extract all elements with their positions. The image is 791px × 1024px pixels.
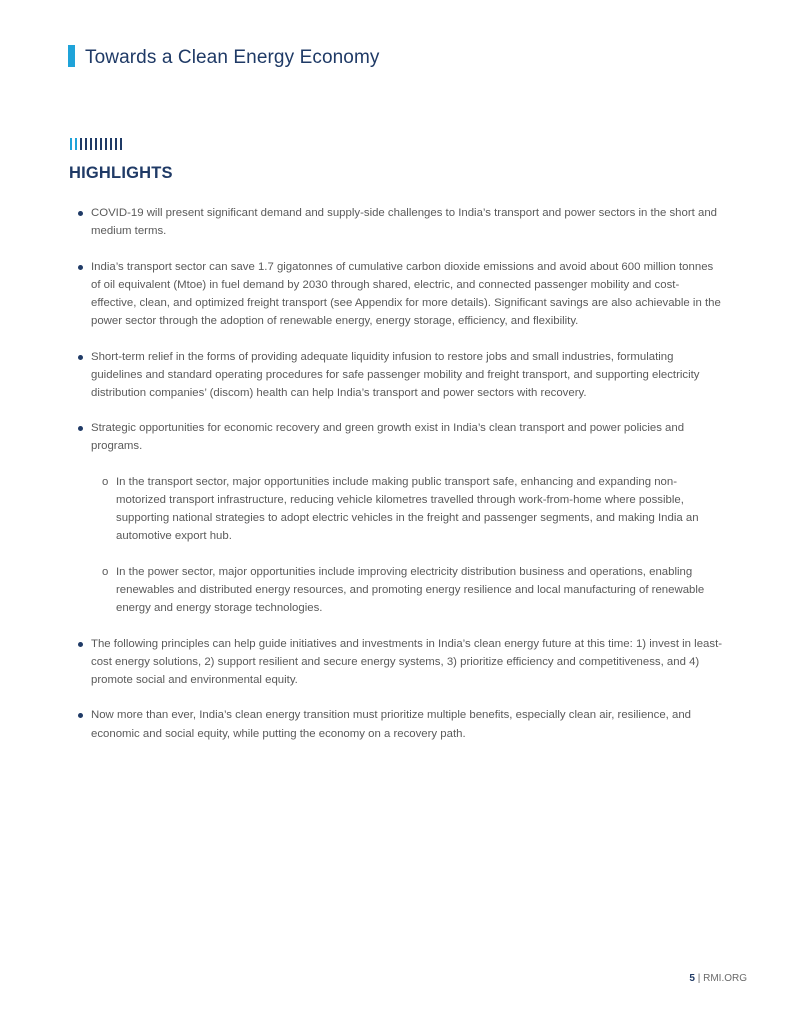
tick-mark <box>70 138 72 150</box>
tick-mark <box>85 138 87 150</box>
tick-mark <box>95 138 97 150</box>
list-item-text: COVID-19 will present significant demand and supply-side challenges to India’s transport and power sectors in the short and medium terms. <box>91 207 717 238</box>
page-number: 5 <box>689 973 695 984</box>
list-item <box>76 419 724 455</box>
tick-mark <box>110 138 112 150</box>
tick-mark <box>120 138 122 150</box>
sub-list-item-text: In the transport sector, major opportunities include making public transport safe, enhancing and expanding non-motorized transport infrastructure, reducing vehicle kilometres travelled through work-from-home where possible, supporting national strategies to adopt electric vehicles in the freight and passenger segments, and making India an automotive export hub. <box>116 476 699 543</box>
tick-mark <box>90 138 92 150</box>
page-footer <box>689 973 747 984</box>
header-accent-bar <box>68 45 75 67</box>
list-item-text: Now more than ever, India’s clean energy transition must prioritize multiple benefits, especially clean air, resilience, and economic and social equity, while putting the economy on a recovery path. <box>91 709 691 740</box>
bullet-icon <box>78 265 83 270</box>
list-item <box>76 348 724 402</box>
bullet-icon <box>78 426 83 431</box>
bullet-icon <box>78 713 83 718</box>
sub-list-item-text: In the power sector, major opportunities include improving electricity distribution business and operations, enabling renewables and distributed energy resources, and promoting energy resilience and local manufacturing of renewable energy and energy storage technologies. <box>116 565 705 615</box>
tick-mark <box>115 138 117 150</box>
footer-separator: | <box>697 973 701 984</box>
list-item <box>76 706 724 742</box>
tick-mark <box>75 138 77 150</box>
sub-bullet-marker: o <box>102 565 109 578</box>
list-item <box>76 258 724 330</box>
section-heading: HIGHLIGHTS <box>69 164 173 182</box>
sub-bullet-marker: o <box>102 476 109 489</box>
list-item <box>76 635 724 689</box>
tick-mark <box>100 138 102 150</box>
header-title: Towards a Clean Energy Economy <box>85 47 380 68</box>
sub-list-item <box>76 473 724 545</box>
list-item-text: Short-term relief in the forms of providing adequate liquidity infusion to restore jobs and small industries, formulating guidelines and standard operating procedures for safe passenger mobility and freight transport, and supporting electricity distribution companies’ (discom) health can help India’s transport and power sectors with recovery. <box>91 350 700 399</box>
list-item-text: Strategic opportunities for economic recovery and green growth exist in India’s clean transport and power policies and programs. <box>91 422 685 453</box>
list-item-text: The following principles can help guide initiatives and investments in India’s clean energy future at this time: 1) invest in least-cost energy solutions, 2) support resilient and secure energy systems, 3) prioritize efficiency and competitiveness, and 4) promote social and environmental equity. <box>91 637 723 686</box>
bullet-icon <box>78 211 83 216</box>
sub-list-item <box>76 563 724 617</box>
list-item <box>76 204 724 240</box>
highlights-list <box>76 204 724 760</box>
footer-site: RMI.ORG <box>703 973 747 984</box>
tick-mark <box>105 138 107 150</box>
tick-mark <box>80 138 82 150</box>
bullet-icon <box>78 642 83 647</box>
list-item-text: India’s transport sector can save 1.7 gigatonnes of cumulative carbon dioxide emissions and avoid about 600 million tonnes of oil equivalent (Mtoe) in fuel demand by 2030 through shared, electric, and connected passenger mobility and cost-effective, clean, and optimized freight transport (see Appendix for more details). Significant savings are also achievable in the power sector through the adoption of renewable energy, energy storage, efficiency, and flexibility. <box>91 260 721 327</box>
bullet-icon <box>78 355 83 360</box>
